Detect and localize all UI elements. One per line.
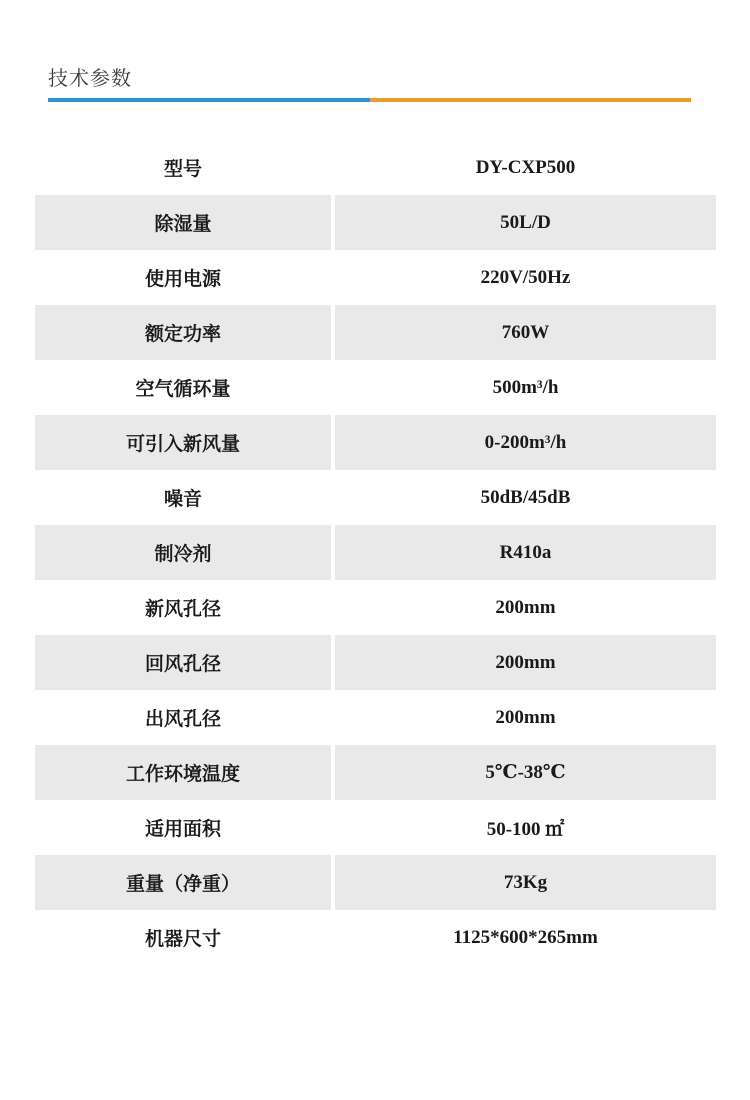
- spec-row: [35, 305, 716, 360]
- spec-label: 使用电源: [144, 268, 221, 290]
- spec-value: 1125*600*265mm: [453, 926, 598, 948]
- spec-row: [35, 855, 716, 910]
- spec-value: 200mm: [335, 635, 716, 690]
- spec-label: 出风孔径: [144, 708, 221, 730]
- spec-label: 额定功率: [35, 305, 331, 360]
- spec-label: 工作环境温度: [35, 745, 331, 800]
- spec-row: [35, 580, 716, 635]
- spec-label: 可引入新风量: [35, 415, 331, 470]
- spec-label: 回风孔径: [35, 635, 331, 690]
- spec-row: [35, 140, 716, 195]
- spec-value: 50L/D: [335, 195, 716, 250]
- spec-value: 50dB/45dB: [480, 486, 571, 508]
- spec-value: 200mm: [495, 706, 556, 728]
- spec-value: 220V/50Hz: [480, 266, 571, 288]
- spec-label: 新风孔径: [144, 598, 221, 620]
- spec-value: 500m³/h: [492, 376, 559, 398]
- spec-value: 760W: [335, 305, 716, 360]
- spec-row: [35, 910, 716, 965]
- spec-row: [35, 250, 716, 305]
- spec-row: [35, 745, 716, 800]
- spec-row: [35, 415, 716, 470]
- spec-row: [35, 360, 716, 415]
- divider-blue-segment: [48, 98, 370, 102]
- spec-value: DY-CXP500: [475, 156, 576, 178]
- spec-row: [35, 195, 716, 250]
- spec-row: [35, 635, 716, 690]
- divider-orange-segment: [370, 98, 691, 102]
- spec-row: [35, 800, 716, 855]
- spec-label: 机器尺寸: [144, 928, 221, 950]
- spec-row: [35, 690, 716, 745]
- spec-row: [35, 470, 716, 525]
- section-title: 技术参数: [48, 66, 132, 90]
- spec-row: [35, 525, 716, 580]
- spec-value: 73Kg: [335, 855, 716, 910]
- spec-value: 0-200m³/h: [335, 415, 716, 470]
- spec-value: 200mm: [495, 596, 556, 618]
- title-divider: [48, 98, 691, 102]
- spec-value: 5℃-38℃: [335, 745, 716, 800]
- spec-label: 重量（净重）: [35, 855, 331, 910]
- spec-label: 型号: [163, 158, 202, 180]
- spec-table: [35, 140, 716, 965]
- spec-label: 空气循环量: [135, 378, 231, 400]
- spec-value: 50-100 ㎡: [486, 819, 565, 840]
- spec-label: 适用面积: [144, 818, 221, 840]
- spec-label: 噪音: [163, 488, 202, 510]
- spec-value: R410a: [335, 525, 716, 580]
- spec-label: 除湿量: [35, 195, 331, 250]
- spec-label: 制冷剂: [35, 525, 331, 580]
